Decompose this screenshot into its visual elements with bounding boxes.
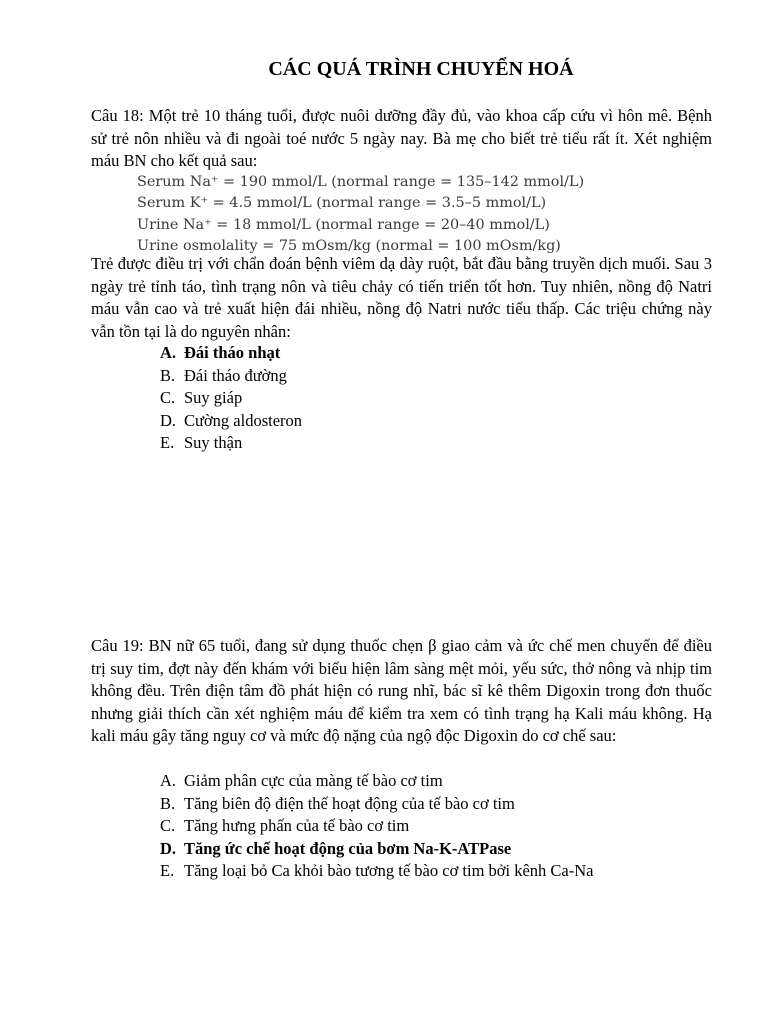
option-letter: A. (160, 343, 177, 362)
option-letter: C. (160, 816, 176, 835)
option-text: Tăng hưng phấn của tế bào cơ tim (184, 816, 410, 835)
lab-serum-na: Serum Na⁺ = 190 mmol/L (normal range = 135–142 mmol/L) (137, 174, 585, 190)
q18-option-d (160, 410, 720, 433)
option-letter: D. (160, 410, 177, 430)
option-text: Đái tháo nhạt (184, 343, 281, 362)
option-text: Đái tháo đường (184, 365, 287, 385)
q18-option-e (160, 432, 720, 455)
option-text: Tăng biên độ điện thế hoạt động của tế bào cơ tim (184, 793, 515, 813)
q18-options (160, 342, 720, 455)
option-text: Suy thận (184, 433, 243, 452)
q18-option-c (160, 387, 720, 410)
option-text: Tăng ức chế hoạt động của bơm Na-K-ATPase (184, 838, 512, 858)
option-letter: E. (160, 433, 175, 452)
q18-lab-results (137, 172, 585, 257)
option-letter: A. (160, 771, 177, 790)
option-text: Tăng loại bỏ Ca khỏi bào tương tế bào cơ tim bởi kênh Ca-Na (184, 861, 594, 880)
option-letter: B. (160, 793, 176, 813)
option-letter: B. (160, 365, 176, 385)
q18-continuation: Trẻ được điều trị với chẩn đoán bệnh viêm dạ dày ruột, bắt đầu bằng truyền dịch muối. Sau 3 ngày trẻ tỉnh táo, tình trạng nôn và tiêu chảy có tiến triển tốt hơn. Tuy nhiên, nồng độ Natri máu vẫn cao và trẻ xuất hiện đái nhiều, nồng độ Natri nước tiểu thấp. Các triệu chứng này vẫn tồn tại là do nguyên nhân: (91, 254, 712, 341)
option-letter: D. (160, 838, 177, 858)
q18-option-a (160, 342, 720, 365)
q18-option-b (160, 365, 720, 388)
lab-serum-k: Serum K⁺ = 4.5 mmol/L (normal range = 3.5–5 mmol/L) (137, 195, 547, 212)
q19-stem: Câu 19: BN nữ 65 tuổi, đang sử dụng thuốc chẹn β giao cảm và ức chế men chuyển để điều trị suy tim, đợt này đến khám với biểu hiện lâm sàng mệt mỏi, yếu sức, thở nông và nhịp tim không đều. Trên điện tâm đồ phát hiện có rung nhĩ, bác sĩ kê thêm Digoxin trong đơn thuốc nhưng giải thích cần xét nghiệm máu để kiểm tra xem có tình trạng hạ Kali máu không. Hạ kali máu gây tăng nguy cơ và mức độ nặng của ngộ độc Digoxin do cơ chế sau: (91, 636, 712, 746)
lab-urine-osmolality: Urine osmolality = 75 mOsm/kg (normal = 100 mOsm/kg) (137, 237, 561, 254)
q19-option-a (160, 770, 720, 793)
q19-options (160, 770, 720, 883)
q19-option-d (160, 838, 720, 861)
q19-option-e (160, 860, 720, 883)
option-letter: C. (160, 388, 176, 407)
option-text: Giảm phân cực của màng tế bào cơ tim (184, 771, 443, 790)
q19-option-b (160, 793, 720, 816)
option-text: Cường aldosteron (184, 410, 303, 430)
page-title: CÁC QUÁ TRÌNH CHUYỂN HOÁ (268, 58, 574, 80)
q18-stem: Câu 18: Một trẻ 10 tháng tuổi, được nuôi dưỡng đầy đủ, vào khoa cấp cứu vì hôn mê. Bệnh sử trẻ nôn nhiều và đi ngoài toé nước 5 ngày nay. Bà mẹ cho biết trẻ tiểu rất ít. Xét nghiệm máu BN cho kết quả sau: (91, 106, 712, 171)
option-text: Suy giáp (184, 388, 243, 407)
lab-urine-na: Urine Na⁺ = 18 mmol/L (normal range = 20–40 mmol/L) (137, 216, 550, 233)
q19-option-c (160, 815, 720, 838)
option-letter: E. (160, 861, 175, 880)
